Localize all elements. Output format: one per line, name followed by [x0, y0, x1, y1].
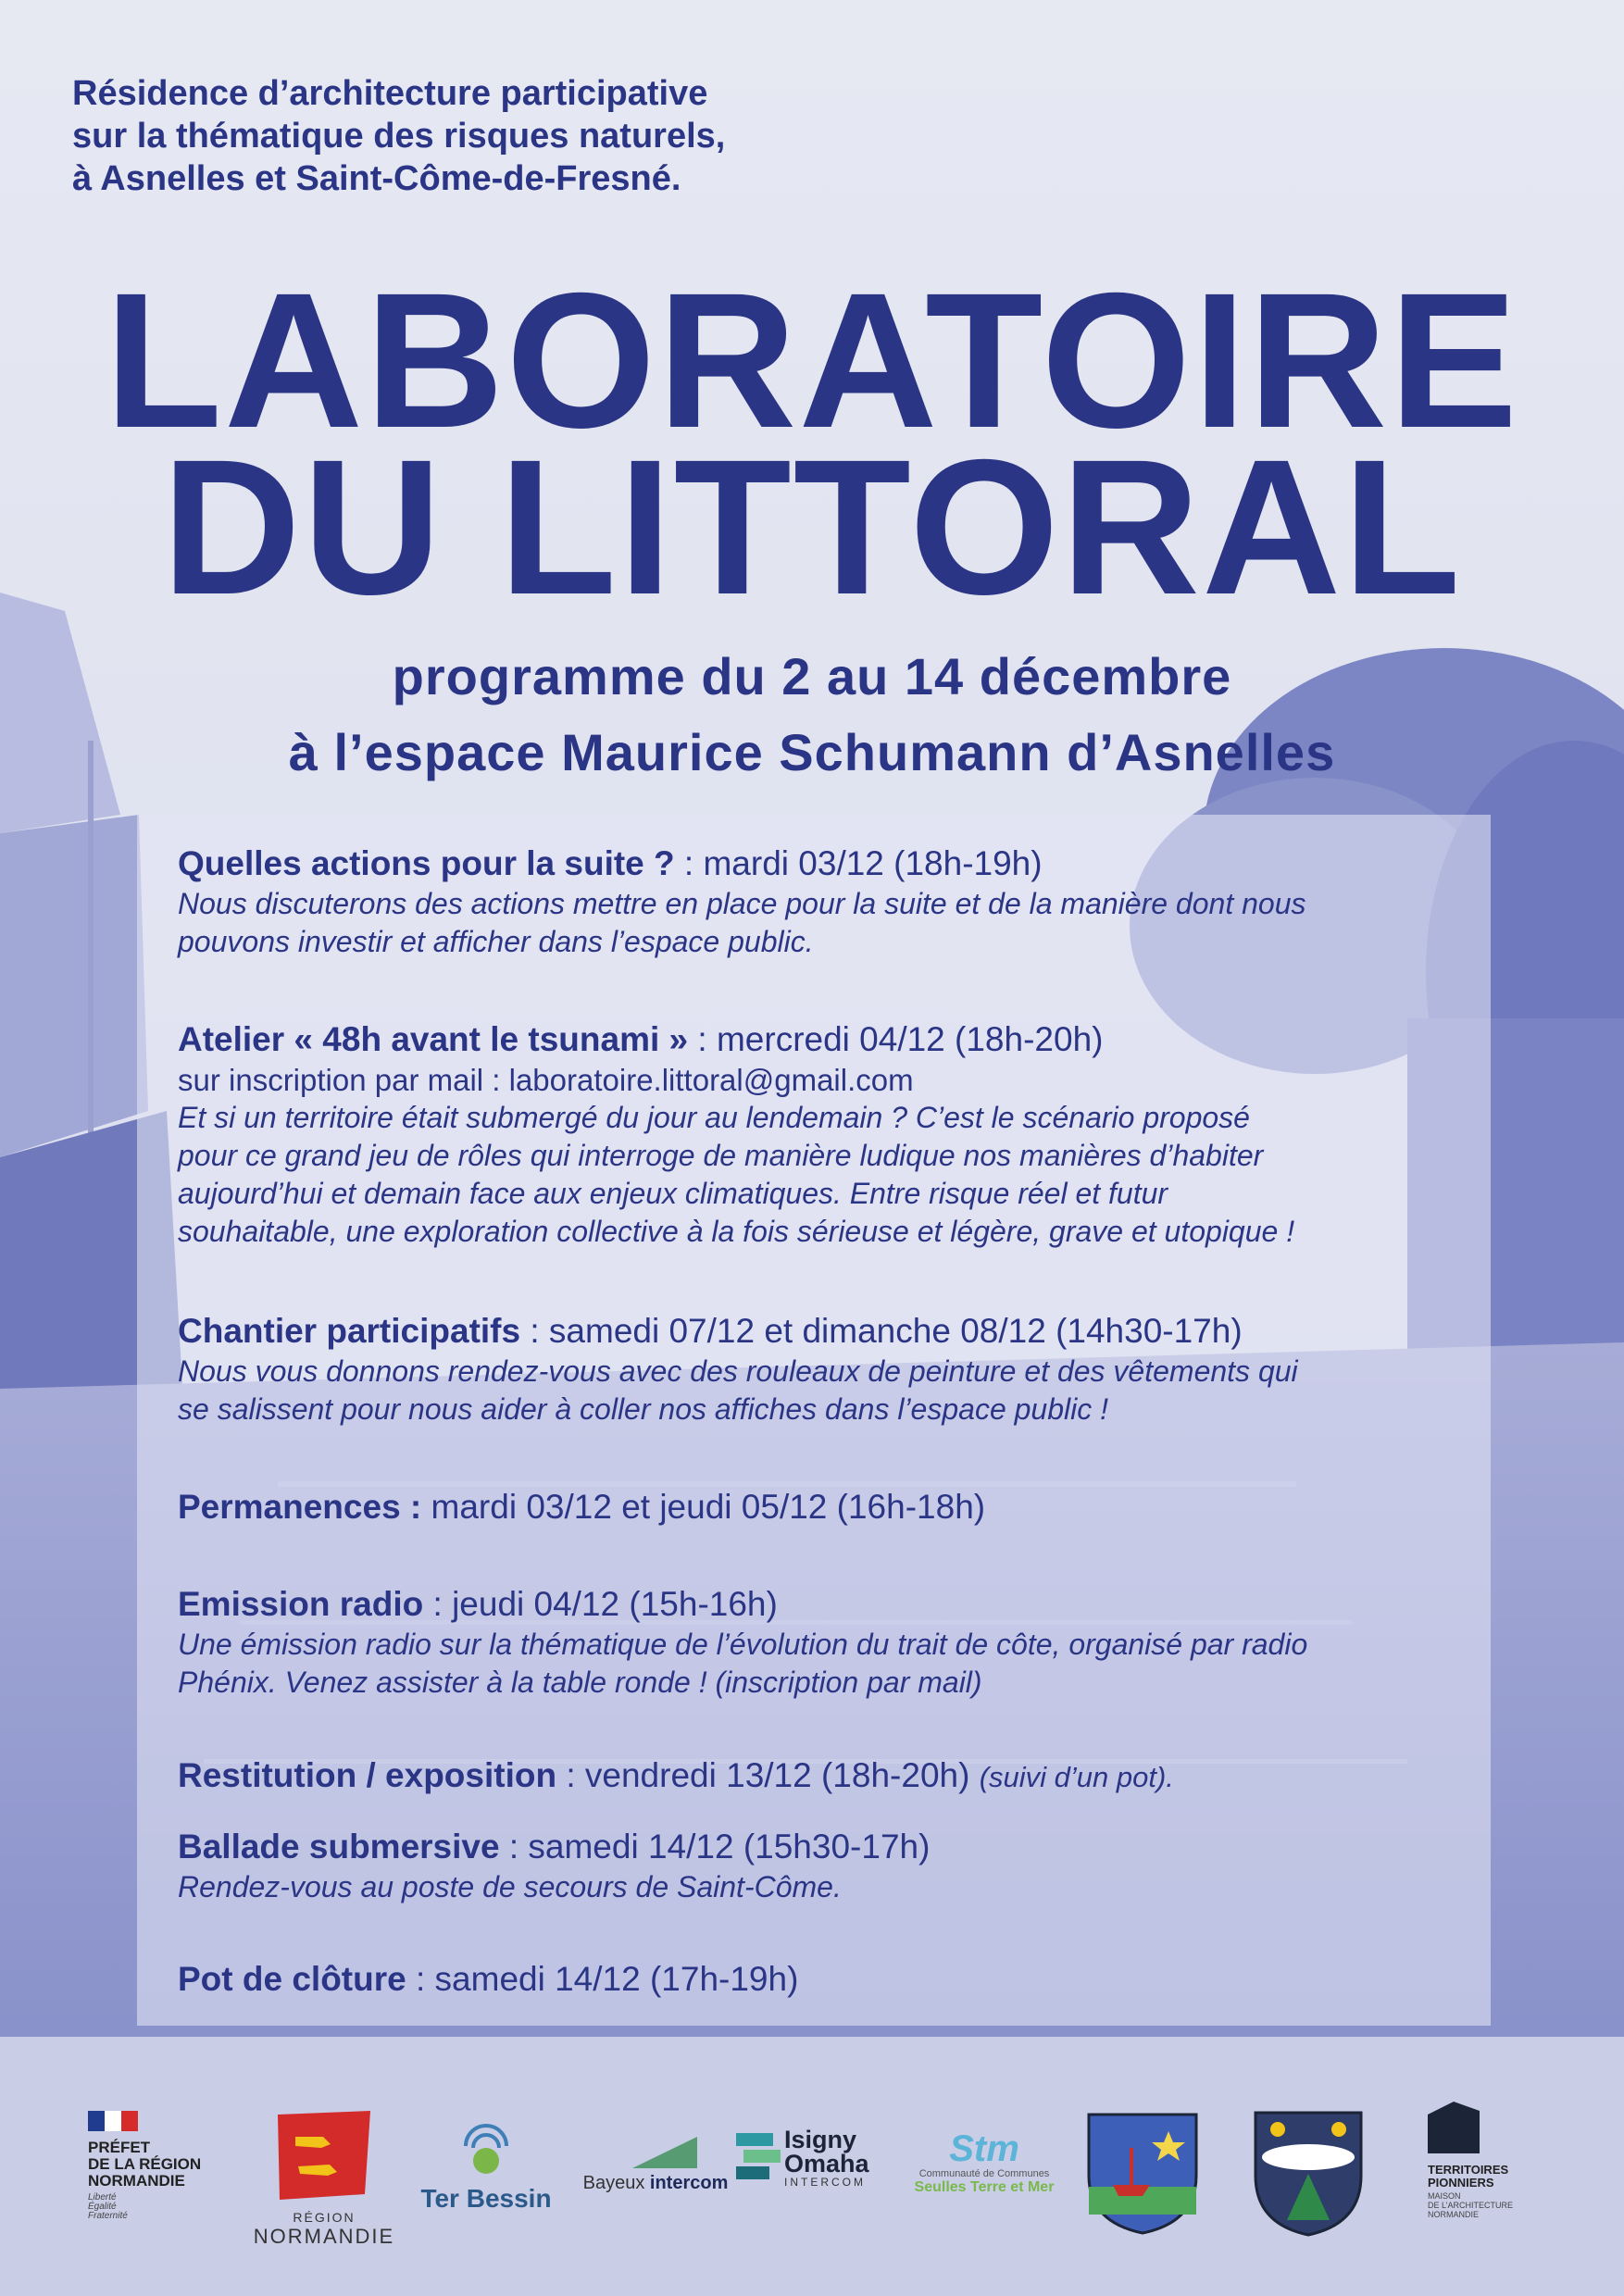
event-item: [178, 1018, 1474, 1251]
event-title: Ballade submersive: [178, 1828, 500, 1866]
description-line: pouvons investir et afficher dans l’espace public.: [178, 925, 814, 958]
region-name: NORMANDIE: [253, 2225, 395, 2248]
intro-text: [72, 72, 906, 200]
event-heading: [178, 1583, 1474, 1626]
event-item: [178, 842, 1474, 961]
stm-mark: Stm: [949, 2128, 1019, 2169]
prefet-name: [88, 2140, 236, 2190]
event-note: (suivi d’un pot).: [979, 1761, 1174, 1793]
logo-saint-come-crest: [1252, 2109, 1365, 2243]
event-date: mercredi 04/12 (18h-20h): [716, 1020, 1104, 1058]
bayeux-word: Bayeux: [582, 2173, 645, 2193]
maison-line: MAISON: [1428, 2191, 1461, 2201]
description-line: se salissent pour nous aider à coller nos affiches dans l’espace public !: [178, 1392, 1109, 1426]
event-heading: [178, 1486, 1474, 1529]
event-separator: :: [423, 1585, 453, 1623]
description-line: souhaitable, une exploration collective à la fois sérieuse et légère, grave et utopique !: [178, 1215, 1295, 1248]
maison-line: NORMANDIE: [1428, 2210, 1480, 2219]
event-title: Atelier « 48h avant le tsunami »: [178, 1020, 689, 1058]
maison-archi: [1428, 2191, 1576, 2219]
saint-come-shield-icon: [1252, 2109, 1365, 2239]
description-line: Et si un territoire était submergé du jour au lendemain ? C’est le scénario proposé: [178, 1101, 1250, 1134]
event-description: [178, 1353, 1474, 1429]
logo-isigny-omaha: [736, 2128, 893, 2189]
event-separator: :: [674, 844, 704, 882]
event-heading: [178, 1958, 1474, 2001]
ter-bessin-name: Ter Bessin: [420, 2184, 552, 2213]
intro-line: Résidence d’architecture participative: [72, 74, 708, 113]
event-item: [178, 1826, 1474, 1906]
event-date: mardi 03/12 et jeudi 05/12 (16h-18h): [431, 1488, 986, 1526]
event-item: [178, 1310, 1474, 1429]
event-date: jeudi 04/12 (15h-16h): [452, 1585, 778, 1623]
event-heading: [178, 1826, 1474, 1868]
event-description: [178, 1868, 1474, 1906]
event-separator: :: [499, 1828, 529, 1866]
event-title: Permanences :: [178, 1488, 422, 1526]
subtitle-line: à l’espace Maurice Schumann d’Asnelles: [288, 723, 1336, 781]
isigny-line: Isigny: [784, 2126, 857, 2153]
event-item: [178, 1754, 1474, 1799]
prefet-motto: [88, 2193, 236, 2221]
event-title: Pot de clôture: [178, 1960, 406, 1998]
event-heading: [178, 842, 1474, 885]
logo-ter-bessin: [412, 2120, 560, 2214]
event-date: vendredi 13/12 (18h-20h): [584, 1756, 970, 1794]
stm-name: Seulles Terre et Mer: [914, 2179, 1055, 2195]
prefet-line: NORMANDIE: [88, 2172, 185, 2190]
logo-region-normandie: [245, 2111, 403, 2249]
omaha-line: Omaha: [784, 2150, 869, 2177]
logo-bayeux-intercom: [572, 2137, 739, 2194]
event-title: Quelles actions pour la suite ?: [178, 844, 675, 882]
description-line: Rendez-vous au poste de secours de Saint-Côme.: [178, 1870, 842, 1903]
event-date: samedi 14/12 (15h30-17h): [528, 1828, 931, 1866]
event-title: Restitution / exposition: [178, 1756, 557, 1794]
region-label: RÉGION: [293, 2210, 356, 2225]
main-title: [0, 254, 1624, 635]
event-separator: [421, 1488, 431, 1526]
isigny-intercom: INTERCOM: [784, 2176, 866, 2189]
motto-line: Liberté: [88, 2192, 117, 2202]
territoires-line: PIONNIERS: [1428, 2176, 1494, 2190]
logo-asnelles-crest: [1085, 2111, 1200, 2241]
description-line: Nous vous donnons rendez-vous avec des rouleaux de peinture et des vêtements qui: [178, 1354, 1298, 1388]
description-line: Une émission radio sur la thématique de l’évolution du trait de côte, organisé par radio: [178, 1628, 1308, 1661]
ter-bessin-icon: [456, 2120, 516, 2179]
event-item: [178, 1958, 1474, 2001]
event-item: [178, 1583, 1474, 1702]
logo-stm: [896, 2129, 1072, 2196]
event-separator: :: [520, 1312, 549, 1350]
event-date: samedi 07/12 et dimanche 08/12 (14h30-17h): [548, 1312, 1243, 1350]
asnelles-shield-icon: [1085, 2111, 1200, 2237]
maison-line: DE L’ARCHITECTURE: [1428, 2201, 1514, 2210]
title-line: DU LITTORAL: [161, 420, 1463, 635]
territoires-name: [1428, 2164, 1576, 2190]
event-description: [178, 1626, 1474, 1702]
partner-logos: [0, 2092, 1624, 2296]
prefet-line: PRÉFET: [88, 2139, 151, 2156]
territoires-line: TERRITOIRES: [1428, 2163, 1509, 2177]
stm-label: Communauté de Communes: [918, 2168, 1050, 2179]
french-flag-icon: [88, 2111, 138, 2131]
prefet-line: DE LA RÉGION: [88, 2155, 202, 2173]
title-line: LABORATOIRE: [104, 254, 1520, 468]
event-registration: sur inscription par mail : laboratoire.littoral@gmail.com: [178, 1063, 914, 1097]
bayeux-name: [572, 2173, 739, 2194]
event-separator: :: [556, 1756, 585, 1794]
event-heading: [178, 1310, 1474, 1353]
event-heading: [178, 1018, 1474, 1061]
event-date: mardi 03/12 (18h-19h): [703, 844, 1043, 882]
motto-line: Égalité: [88, 2202, 117, 2212]
event-date: samedi 14/12 (17h-19h): [434, 1960, 799, 1998]
event-separator: :: [406, 1960, 435, 1998]
intro-line: à Asnelles et Saint-Côme-de-Fresné.: [72, 159, 681, 198]
subtitle: [0, 639, 1624, 791]
event-separator: :: [688, 1020, 717, 1058]
event-title: Chantier participatifs: [178, 1312, 521, 1350]
intro-line: sur la thématique des risques naturels,: [72, 117, 726, 156]
intercom-word: intercom: [649, 2173, 729, 2193]
description-line: Nous discuterons des actions mettre en place pour la suite et de la manière dont nous: [178, 887, 1306, 920]
logo-territoires-pionniers: [1428, 2102, 1576, 2219]
description-line: aujourd’hui et demain face aux enjeux climatiques. Entre risque réel et futur: [178, 1177, 1168, 1210]
event-heading: [178, 1754, 1474, 1799]
subtitle-line: programme du 2 au 14 décembre: [392, 647, 1232, 705]
bayeux-dots-icon: [614, 2137, 697, 2168]
territoires-pionniers-icon: [1428, 2102, 1480, 2153]
normandy-crest-icon: [272, 2111, 376, 2200]
description-line: Phénix. Venez assister à la table ronde ! (inscription par mail): [178, 1666, 982, 1699]
logo-prefet: [88, 2111, 236, 2221]
event-description: [178, 885, 1474, 961]
event-item: [178, 1486, 1474, 1529]
motto-line: Fraternité: [88, 2211, 128, 2221]
event-title: Emission radio: [178, 1585, 424, 1623]
event-description: [178, 1099, 1474, 1251]
description-line: pour ce grand jeu de rôles qui interroge de manière ludique nos manières d’habiter: [178, 1139, 1264, 1172]
isigny-wave-icon: [736, 2128, 781, 2183]
